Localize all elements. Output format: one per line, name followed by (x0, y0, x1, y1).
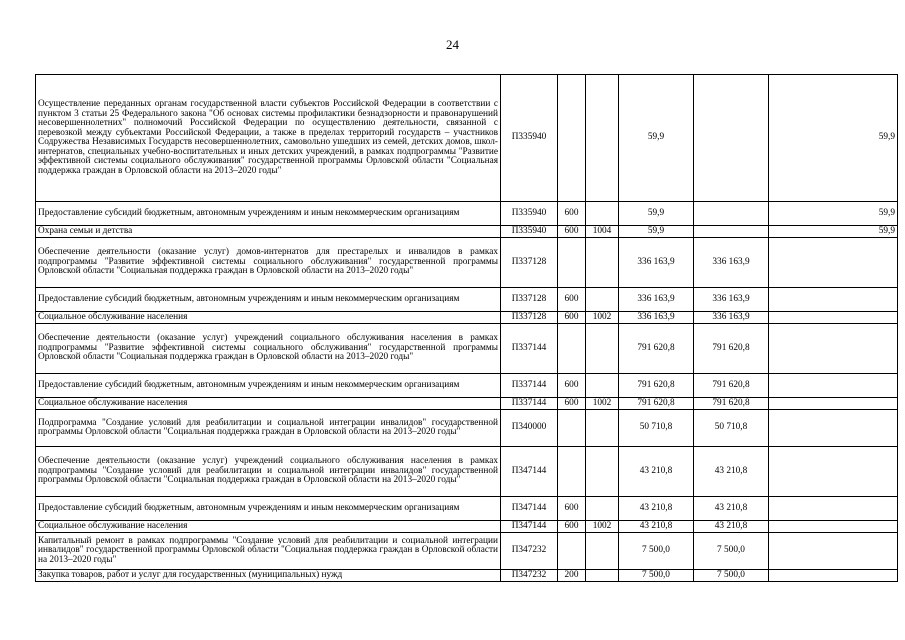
row-section-cell (586, 570, 619, 582)
row-expense-type-cell (558, 410, 586, 447)
row-name-cell: Обеспечение деятельности (оказание услуг) домов-интернатов для престарелых и инвалидов в рамках подпрограммы "Развитие эффективной системы социального обслуживания" государственной программы Орловской области "Социальная поддержка граждан в Орловской области на 2013–2020 годы" (36, 238, 501, 288)
row-name-cell: Обеспечение деятельности (оказание услуг) учреждений социального обслуживания населения в рамках подпрограммы "Развитие эффективной системы социального обслуживания" государственной программы Орловской области "Социальная поддержка граждан в Орловской области на 2013–2020 годы" (36, 324, 501, 374)
row-amount-col2-cell: 336 163,9 (694, 238, 769, 288)
row-amount-total-cell: 336 163,9 (619, 288, 694, 312)
table-row (36, 410, 898, 447)
row-section-cell: 1002 (586, 398, 619, 410)
row-code-cell: П335940 (501, 226, 558, 238)
row-amount-total-cell: 43 210,8 (619, 447, 694, 497)
row-amount-col3-cell (769, 288, 898, 312)
row-code-cell: П337144 (501, 398, 558, 410)
table-row (36, 521, 898, 533)
row-section-cell (586, 202, 619, 226)
row-name-cell: Предоставление субсидий бюджетным, автономным учреждениям и иным некоммерческим организациям (36, 288, 501, 312)
row-amount-col3-cell (769, 398, 898, 410)
row-section-cell (586, 533, 619, 570)
row-code-cell: П337128 (501, 238, 558, 288)
row-amount-total-cell: 59,9 (619, 75, 694, 202)
row-amount-col3-cell (769, 374, 898, 398)
row-amount-col2-cell: 791 620,8 (694, 324, 769, 374)
row-name-cell: Предоставление субсидий бюджетным, автономным учреждениям и иным некоммерческим организациям (36, 202, 501, 226)
table-row (36, 202, 898, 226)
row-code-cell: П347144 (501, 521, 558, 533)
row-name-cell: Социальное обслуживание населения (36, 398, 501, 410)
row-amount-col2-cell: 791 620,8 (694, 398, 769, 410)
row-name-cell: Предоставление субсидий бюджетным, автономным учреждениям и иным некоммерческим организациям (36, 374, 501, 398)
row-amount-col3-cell: 59,9 (769, 75, 898, 202)
row-section-cell (586, 497, 619, 521)
row-code-cell: П337128 (501, 288, 558, 312)
table-row (36, 226, 898, 238)
row-amount-col2-cell: 336 163,9 (694, 288, 769, 312)
row-name-cell: Социальное обслуживание населения (36, 312, 501, 324)
row-amount-col2-cell: 43 210,8 (694, 521, 769, 533)
row-section-cell (586, 288, 619, 312)
row-expense-type-cell (558, 324, 586, 374)
row-name-cell: Предоставление субсидий бюджетным, автономным учреждениям и иным некоммерческим организациям (36, 497, 501, 521)
table-row (36, 570, 898, 582)
row-section-cell (586, 238, 619, 288)
row-expense-type-cell (558, 238, 586, 288)
row-amount-col3-cell (769, 521, 898, 533)
table-row (36, 398, 898, 410)
row-section-cell (586, 324, 619, 374)
row-expense-type-cell (558, 533, 586, 570)
row-amount-total-cell: 7 500,0 (619, 570, 694, 582)
row-amount-total-cell: 791 620,8 (619, 374, 694, 398)
table-row (36, 238, 898, 288)
row-section-cell: 1004 (586, 226, 619, 238)
row-section-cell (586, 410, 619, 447)
row-amount-col2-cell (694, 202, 769, 226)
row-name-cell: Обеспечение деятельности (оказание услуг) учреждений социального обслуживания населения в рамках подпрограммы "Создание условий для реабилитации и социальной интеграции инвалидов" государственной программы Орловской области "Социальная поддержка граждан в Орловской области на 2013–2020 годы" (36, 447, 501, 497)
row-amount-col3-cell: 59,9 (769, 226, 898, 238)
row-amount-total-cell: 7 500,0 (619, 533, 694, 570)
row-amount-col2-cell: 43 210,8 (694, 497, 769, 521)
row-amount-total-cell: 59,9 (619, 202, 694, 226)
table-row (36, 75, 898, 202)
row-amount-col2-cell: 336 163,9 (694, 312, 769, 324)
row-amount-col3-cell (769, 570, 898, 582)
row-amount-total-cell: 791 620,8 (619, 324, 694, 374)
row-section-cell: 1002 (586, 521, 619, 533)
row-expense-type-cell: 600 (558, 497, 586, 521)
row-code-cell: П337128 (501, 312, 558, 324)
row-amount-col2-cell: 791 620,8 (694, 374, 769, 398)
row-name-cell: Социальное обслуживание населения (36, 521, 501, 533)
row-expense-type-cell: 600 (558, 226, 586, 238)
table-row (36, 312, 898, 324)
table-row (36, 324, 898, 374)
row-code-cell: П337144 (501, 374, 558, 398)
row-amount-col2-cell: 7 500,0 (694, 570, 769, 582)
row-expense-type-cell: 200 (558, 570, 586, 582)
row-expense-type-cell (558, 447, 586, 497)
row-expense-type-cell (558, 75, 586, 202)
row-expense-type-cell: 600 (558, 202, 586, 226)
row-code-cell: П347144 (501, 447, 558, 497)
row-code-cell: П335940 (501, 202, 558, 226)
row-expense-type-cell: 600 (558, 312, 586, 324)
row-amount-col2-cell (694, 226, 769, 238)
table-row (36, 497, 898, 521)
row-section-cell (586, 447, 619, 497)
row-amount-total-cell: 336 163,9 (619, 238, 694, 288)
row-amount-total-cell: 43 210,8 (619, 521, 694, 533)
row-amount-col3-cell (769, 238, 898, 288)
row-expense-type-cell: 600 (558, 374, 586, 398)
row-amount-col2-cell: 7 500,0 (694, 533, 769, 570)
row-amount-total-cell: 791 620,8 (619, 398, 694, 410)
row-name-cell: Закупка товаров, работ и услуг для государственных (муниципальных) нужд (36, 570, 501, 582)
row-amount-total-cell: 50 710,8 (619, 410, 694, 447)
row-section-cell (586, 75, 619, 202)
row-amount-total-cell: 43 210,8 (619, 497, 694, 521)
row-code-cell: П347232 (501, 570, 558, 582)
row-code-cell: П347232 (501, 533, 558, 570)
row-amount-col3-cell: 59,9 (769, 202, 898, 226)
row-name-cell: Охрана семьи и детства (36, 226, 501, 238)
budget-table (35, 74, 898, 582)
row-amount-col3-cell (769, 497, 898, 521)
row-amount-col3-cell (769, 447, 898, 497)
row-amount-col2-cell: 50 710,8 (694, 410, 769, 447)
row-name-cell: Осуществление переданных органам государственной власти субъектов Российской Федерации в соответствии с пунктом 3 статьи 25 Федерального закона "Об основах системы профилактики безнадзорности и правонарушений несовершеннолетних" полномочий Российской Федерации по осуществлению деятельности, связанной с перевозкой между субъектами Российской Федерации, а также в пределах территорий государств – участников Содружества Независимых Государств несовершеннолетних, самовольно ушедших из семей, детских домов, школ-интернатов, специальных учебно-воспитательных и иных детских учреждений, в рамках подпрограммы "Развитие эффективной системы социального обслуживания" государственной программы Орловской области "Социальная поддержка граждан в Орловской области на 2013–2020 годы" (36, 75, 501, 202)
budget-table-body (36, 75, 898, 582)
row-amount-col3-cell (769, 324, 898, 374)
row-section-cell (586, 374, 619, 398)
table-row (36, 288, 898, 312)
row-amount-col3-cell (769, 533, 898, 570)
row-code-cell: П340000 (501, 410, 558, 447)
row-code-cell: П337144 (501, 324, 558, 374)
row-amount-col3-cell (769, 410, 898, 447)
row-amount-col2-cell: 43 210,8 (694, 447, 769, 497)
table-row (36, 374, 898, 398)
row-name-cell: Подпрограмма "Создание условий для реабилитации и социальной интеграции инвалидов" государственной программы Орловской области "Социальная поддержка граждан в Орловской области на 2013–2020 годы" (36, 410, 501, 447)
page-number: 24 (446, 37, 459, 52)
row-code-cell: П335940 (501, 75, 558, 202)
row-amount-col2-cell (694, 75, 769, 202)
row-code-cell: П347144 (501, 497, 558, 521)
table-row (36, 447, 898, 497)
row-name-cell: Капитальный ремонт в рамках подпрограммы "Создание условий для реабилитации и социальной интеграции инвалидов" государственной программы Орловской области "Социальная поддержка граждан в Орловской области на 2013–2020 годы" (36, 533, 501, 570)
table-row (36, 533, 898, 570)
row-section-cell: 1002 (586, 312, 619, 324)
row-expense-type-cell: 600 (558, 288, 586, 312)
row-expense-type-cell: 600 (558, 398, 586, 410)
row-amount-col3-cell (769, 312, 898, 324)
row-amount-total-cell: 336 163,9 (619, 312, 694, 324)
row-expense-type-cell: 600 (558, 521, 586, 533)
row-amount-total-cell: 59,9 (619, 226, 694, 238)
